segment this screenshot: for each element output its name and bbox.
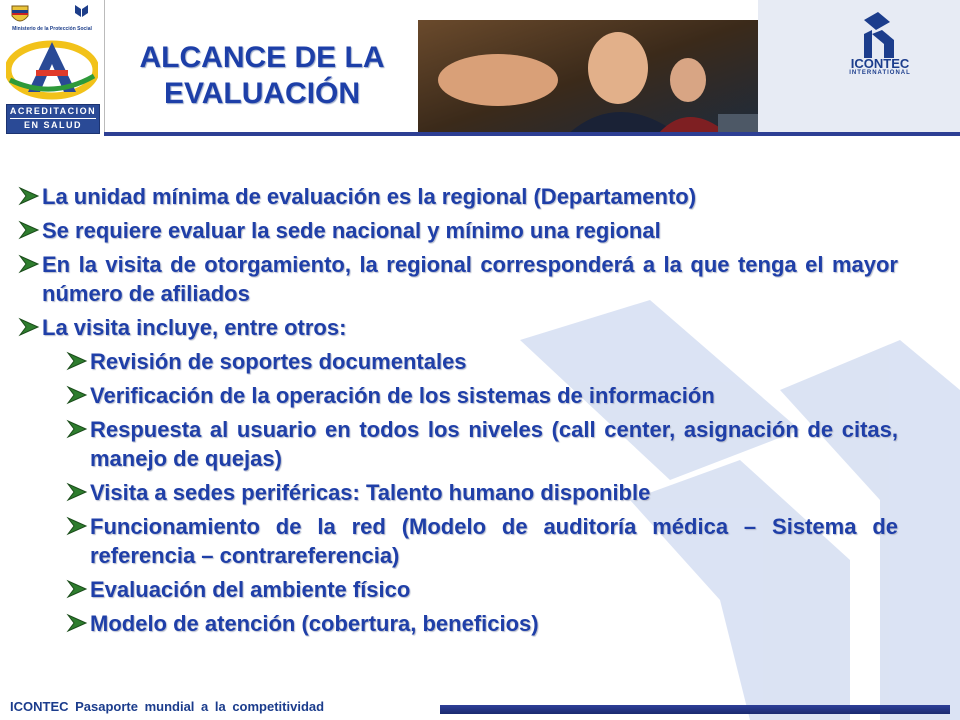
arrow-bullet-icon bbox=[66, 516, 88, 536]
bullet-text: La unidad mínima de evaluación es la regional (Departamento) bbox=[42, 184, 697, 209]
arrow-bullet-icon bbox=[18, 254, 40, 274]
slide-title-line1: ALCANCE DE LA bbox=[139, 41, 385, 74]
slide-title-line2: EVALUACIÓN bbox=[163, 77, 361, 110]
header-divider bbox=[104, 132, 960, 136]
arrow-bullet-icon bbox=[66, 613, 88, 633]
sub-bullet-item bbox=[66, 415, 898, 473]
icontec-logo-icon bbox=[860, 12, 904, 58]
business-meeting-photo bbox=[418, 20, 758, 134]
arrow-bullet-icon bbox=[66, 385, 88, 405]
bullet-text: La visita incluye, entre otros: bbox=[42, 315, 347, 340]
bullet-text: Respuesta al usuario en todos los niveles (call center, asignación de citas, manejo de quejas) bbox=[90, 417, 898, 471]
acreditacion-label bbox=[6, 104, 100, 134]
accreditation-logo bbox=[0, 0, 105, 134]
bullet-text: Modelo de atención (cobertura, beneficios) bbox=[90, 611, 539, 636]
bullet-list bbox=[18, 182, 898, 643]
bullet-text: Revisión de soportes documentales bbox=[90, 349, 467, 374]
bullet-text: Funcionamiento de la red (Modelo de auditoría médica – Sistema de referencia – contrareferencia) bbox=[90, 514, 898, 568]
bullet-text: Visita a sedes periféricas: Talento humano disponible bbox=[90, 480, 651, 505]
arrow-bullet-icon bbox=[66, 579, 88, 599]
brand-name: ICONTEC bbox=[850, 56, 910, 71]
sub-bullet-item bbox=[66, 347, 898, 376]
sub-bullet-item bbox=[66, 512, 898, 570]
colombia-coat-of-arms-icon bbox=[8, 4, 32, 26]
bullet-item bbox=[18, 313, 898, 342]
acreditacion-mark-icon bbox=[6, 36, 98, 100]
icontec-small-logo-icon bbox=[66, 4, 96, 26]
bullet-item bbox=[18, 182, 898, 211]
arrow-bullet-icon bbox=[18, 186, 40, 206]
bullet-item bbox=[18, 216, 898, 245]
arrow-bullet-icon bbox=[66, 482, 88, 502]
arrow-bullet-icon bbox=[18, 220, 40, 240]
acreditacion-line2: EN SALUD bbox=[23, 120, 82, 130]
footer-bar bbox=[440, 705, 950, 714]
sub-bullet-item bbox=[66, 478, 898, 507]
acreditacion-line1: ACREDITACION bbox=[9, 106, 97, 116]
bullet-text: Se requiere evaluar la sede nacional y mínimo una regional bbox=[42, 218, 661, 243]
arrow-bullet-icon bbox=[66, 419, 88, 439]
arrow-bullet-icon bbox=[18, 317, 40, 337]
sub-bullet-item bbox=[66, 575, 898, 604]
sub-bullet-item bbox=[66, 609, 898, 638]
bullet-text: En la visita de otorgamiento, la regional corresponderá a la que tenga el mayor número de afiliados bbox=[42, 252, 898, 306]
brand-subtitle: INTERNATIONAL bbox=[849, 70, 911, 76]
ministry-label: Ministerio de la Protección Social bbox=[12, 26, 92, 32]
sub-bullet-item bbox=[66, 381, 898, 410]
bullet-text: Evaluación del ambiente físico bbox=[90, 577, 411, 602]
slide-title bbox=[112, 40, 412, 112]
footer-slogan: ICONTEC Pasaporte mundial a la competitividad bbox=[10, 699, 325, 714]
arrow-bullet-icon bbox=[66, 351, 88, 371]
bullet-item bbox=[18, 250, 898, 308]
bullet-text: Verificación de la operación de los sistemas de información bbox=[90, 383, 715, 408]
